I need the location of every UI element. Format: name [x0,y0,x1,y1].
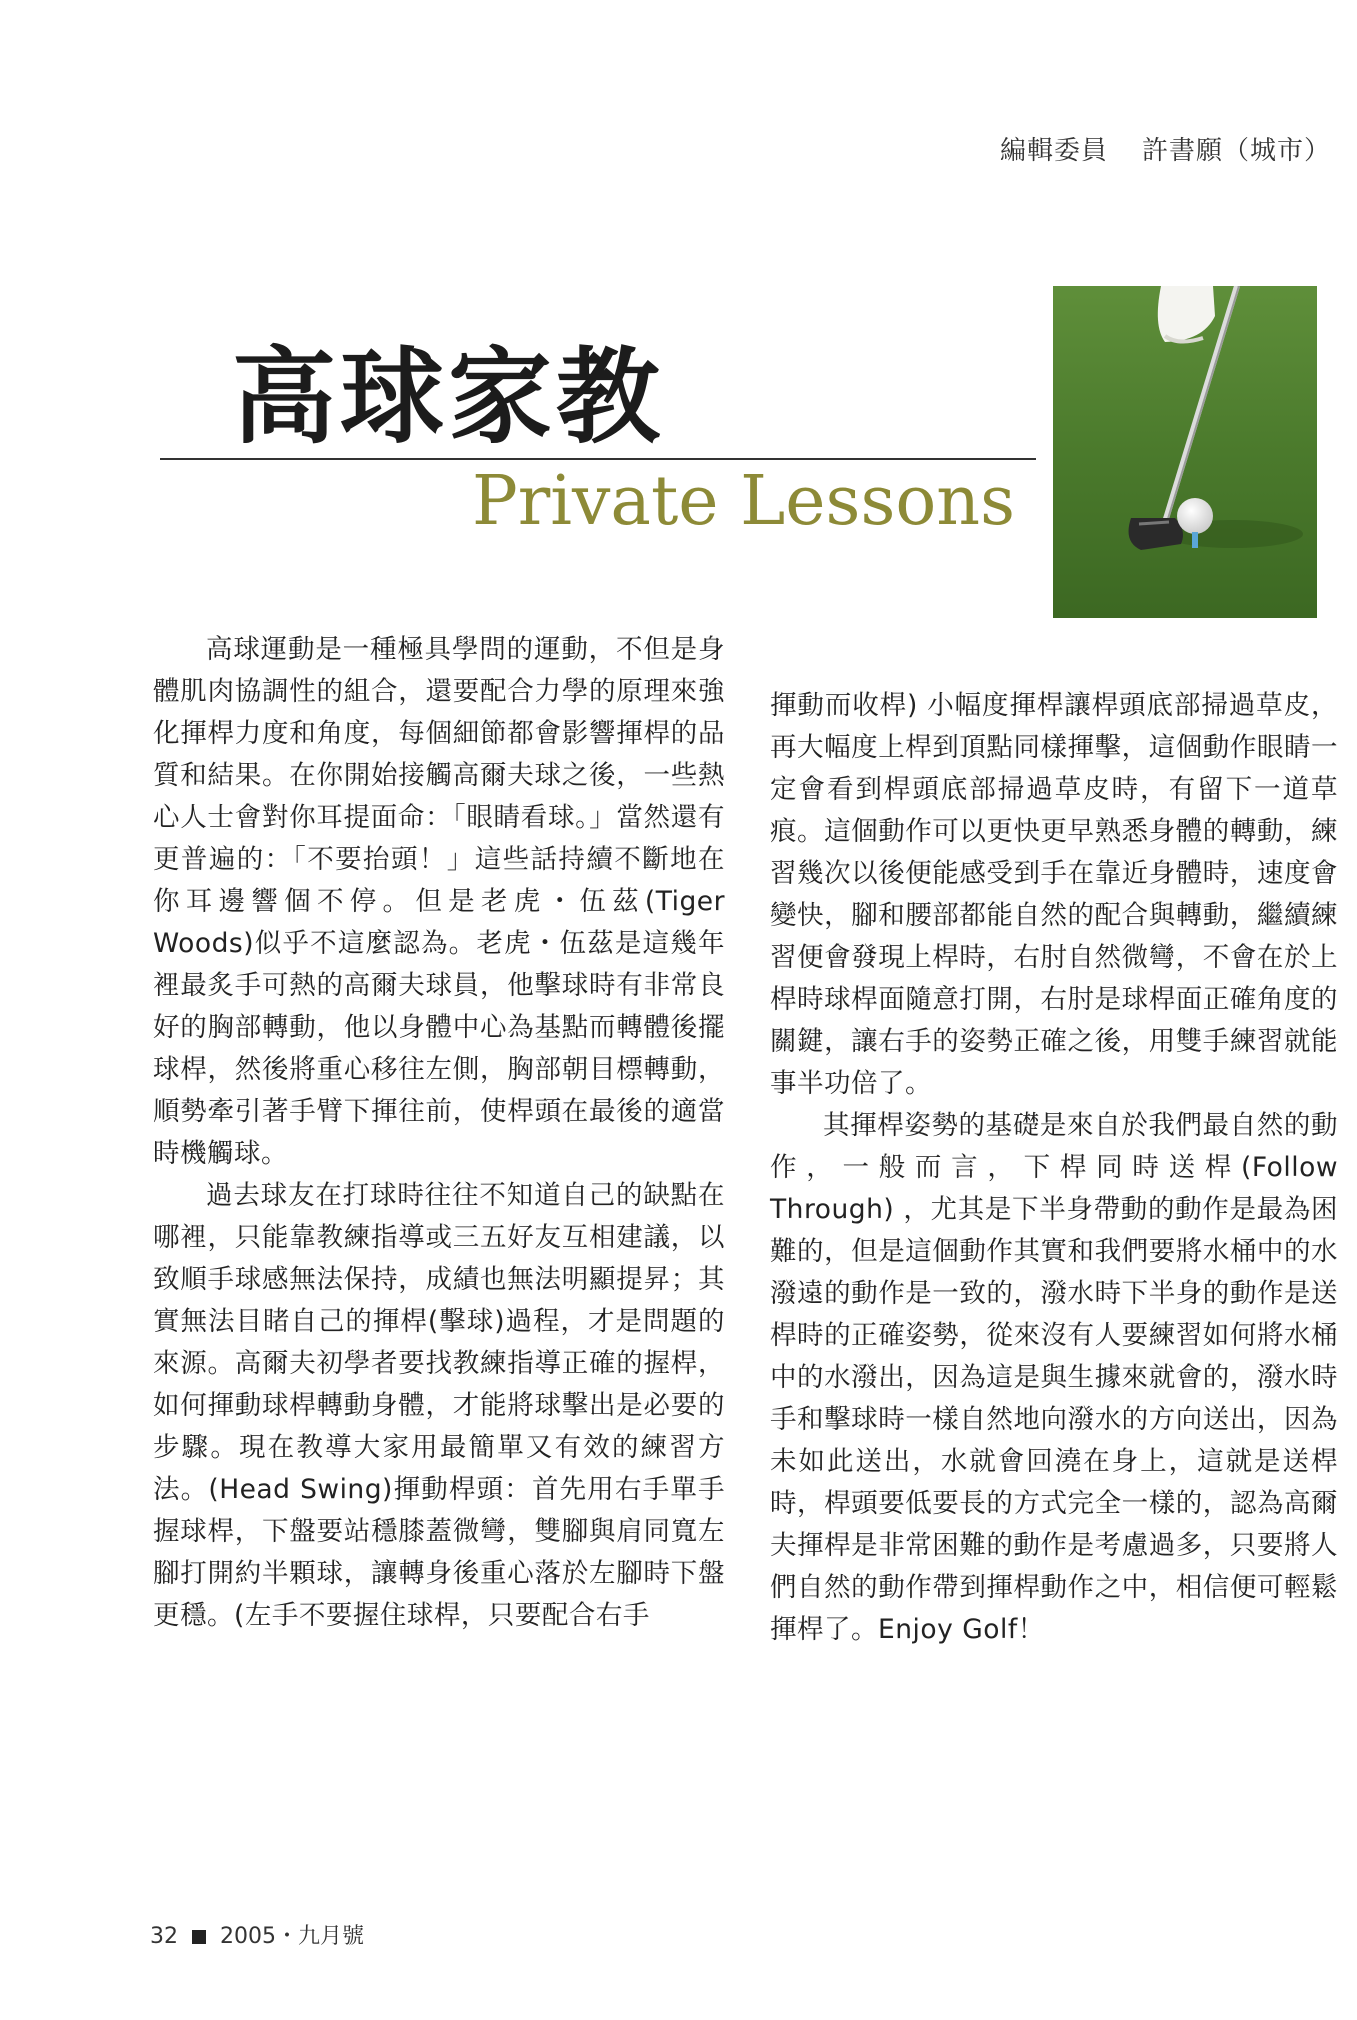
byline-role: 編輯委員 [1000,136,1109,166]
paragraph: 揮動而收桿) 小幅度揮桿讓桿頭底部掃過草皮，再大幅度上桿到頂點同樣揮擊，這個動作眼睛一定會看到桿頭底部掃過草皮時，有留下一道草痕。這個動作可以更快更早熟悉身體的轉動，練習幾次以後便能感受到手在靠近身體時，速度會變快，腳和腰部都能自然的配合與轉動，繼續練習便會發現上桿時，右肘自然微彎，不會在於上桿時球桿面隨意打開，右肘是球桿面正確角度的關鍵，讓右手的姿勢正確之後，用雙手練習就能事半功倍了。 [770,690,1338,1099]
byline [1000,130,1340,167]
golf-photo [1053,286,1317,618]
title-divider [160,458,1036,460]
page-number: 32 [150,1924,178,1949]
byline-name: 許書願（城市） [1142,136,1332,166]
square-bullet-icon [192,1930,206,1944]
paragraph: 高球運動是一種極具學問的運動，不但是身體肌肉協調性的組合，還要配合力學的原理來強化揮桿力度和角度，每個細節都會影響揮桿的品質和結果。在你開始接觸高爾夫球之後，一些熱心人士會對你耳提面命：「眼睛看球。」當然還有更普遍的：「不要抬頭！」這些話持續不斷地在你耳邊響個不停。但是老虎・伍茲(Tiger Woods)似乎不這麼認為。老虎・伍茲是這幾年裡最炙手可熱的高爾夫球員，他擊球時有非常良好的胸部轉動，他以身體中心為基點而轉體後擺球桿，然後將重心移往左側，胸部朝目標轉動，順勢牽引著手臂下揮往前，使桿頭在最後的適當時機觸球。 [153,634,725,1169]
golf-club-ball-photo-icon [1053,286,1317,618]
paragraph: 過去球友在打球時往往不知道自己的缺點在哪裡，只能靠教練指導或三五好友互相建議，以致順手球感無法保持，成績也無法明顯提昇；其實無法目睹自己的揮桿(擊球)過程，才是問題的來源。高爾夫初學者要找教練指導正確的握桿，如何揮動球桿轉動身體，才能將球擊出是必要的步驟。現在教導大家用最簡單又有效的練習方法。(Head Swing)揮動桿頭：首先用右手單手握球桿，下盤要站穩膝蓋微彎，雙腳與肩同寬左腳打開約半顆球，讓轉身後重心落於左腳時下盤更穩。(左手不要握住球桿，只要配合右手 [153,1180,725,1631]
issue-label: 2005・九月號 [220,1924,364,1949]
title-english: Private Lessons [472,462,1015,541]
title-chinese: 高球家教 [232,336,665,458]
paragraph: 其揮桿姿勢的基礎是來自於我們最自然的動作，一般而言，下桿同時送桿(Follow Through) ，尤其是下半身帶動的動作是最為困難的，但是這個動作其實和我們要將水桶中的水潑遠的動作是一致的，潑水時下半身的動作是送桿時的正確姿勢，從來沒有人要練習如何將水桶中的水潑出，因為這是與生據來就會的，潑水時手和擊球時一樣自然地向潑水的方向送出，因為未如此送出，水就會回澆在身上，這就是送桿時，桿頭要低要長的方式完全一樣的，認為高爾夫揮桿是非常困難的動作是考慮過多，只要將人們自然的動作帶到揮桿動作之中，相信便可輕鬆揮桿了。Enjoy Golf！ [770,1110,1338,1645]
article-right-column [770,685,1338,1651]
article-left-column [153,629,725,1637]
page-footer [150,1919,364,1950]
